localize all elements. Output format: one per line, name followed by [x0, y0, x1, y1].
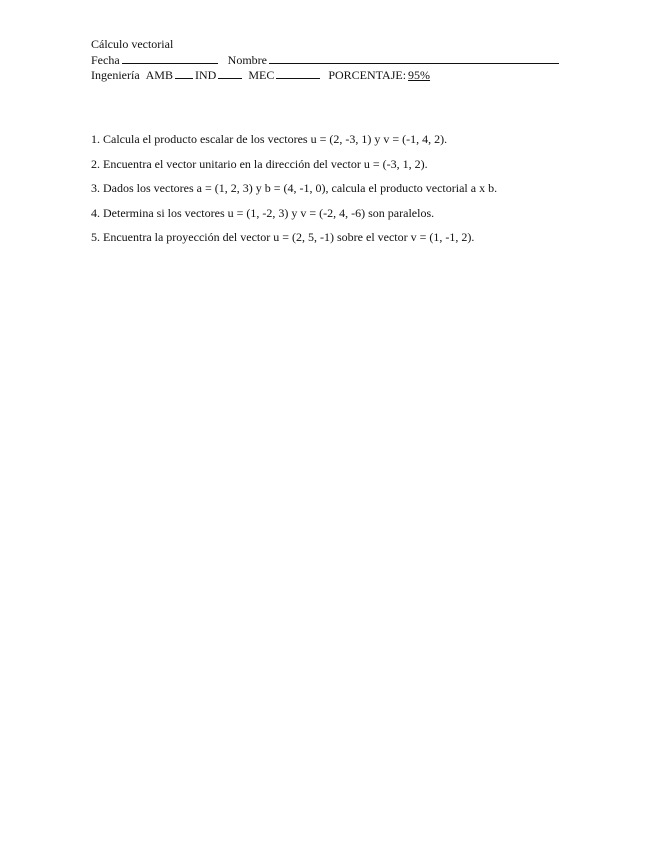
- ingenieria-line: [91, 67, 571, 82]
- nombre-label: Nombre: [227, 53, 267, 67]
- amb-field[interactable]: [175, 67, 193, 79]
- ingenieria-label: Ingeniería: [91, 68, 140, 82]
- question-item: 4. Determina si los vectores u = (1, -2, 3) y v = (-2, 4, -6) son paralelos.: [91, 205, 435, 220]
- amb-label: AMB: [145, 68, 173, 82]
- ind-field[interactable]: [218, 67, 242, 79]
- exam-header: [91, 37, 571, 82]
- nombre-field[interactable]: [269, 52, 559, 64]
- question-item: 2. Encuentra el vector unitario en la dirección del vector u = (-3, 1, 2).: [91, 156, 428, 171]
- ind-label: IND: [194, 68, 217, 82]
- question-item: 5. Encuentra la proyección del vector u = (2, 5, -1) sobre el vector v = (1, -1, 2).: [91, 230, 475, 244]
- porcentaje-value: 95%: [408, 68, 431, 82]
- name-date-line: [91, 52, 571, 67]
- fecha-field[interactable]: [122, 52, 218, 64]
- question-item: 1. Calcula el producto escalar de los vectores u = (2, -3, 1) y v = (-1, 4, 2).: [91, 132, 448, 146]
- porcentaje-label: PORCENTAJE:: [328, 68, 407, 82]
- question-list: [91, 131, 571, 254]
- question-item: 3. Dados los vectores a = (1, 2, 3) y b = (4, -1, 0), calcula el producto vectorial a x b.: [91, 181, 498, 195]
- mec-field[interactable]: [276, 67, 320, 79]
- mec-label: MEC: [248, 68, 275, 82]
- fecha-label: Fecha: [91, 53, 120, 67]
- course-title: Cálculo vectorial: [91, 37, 174, 51]
